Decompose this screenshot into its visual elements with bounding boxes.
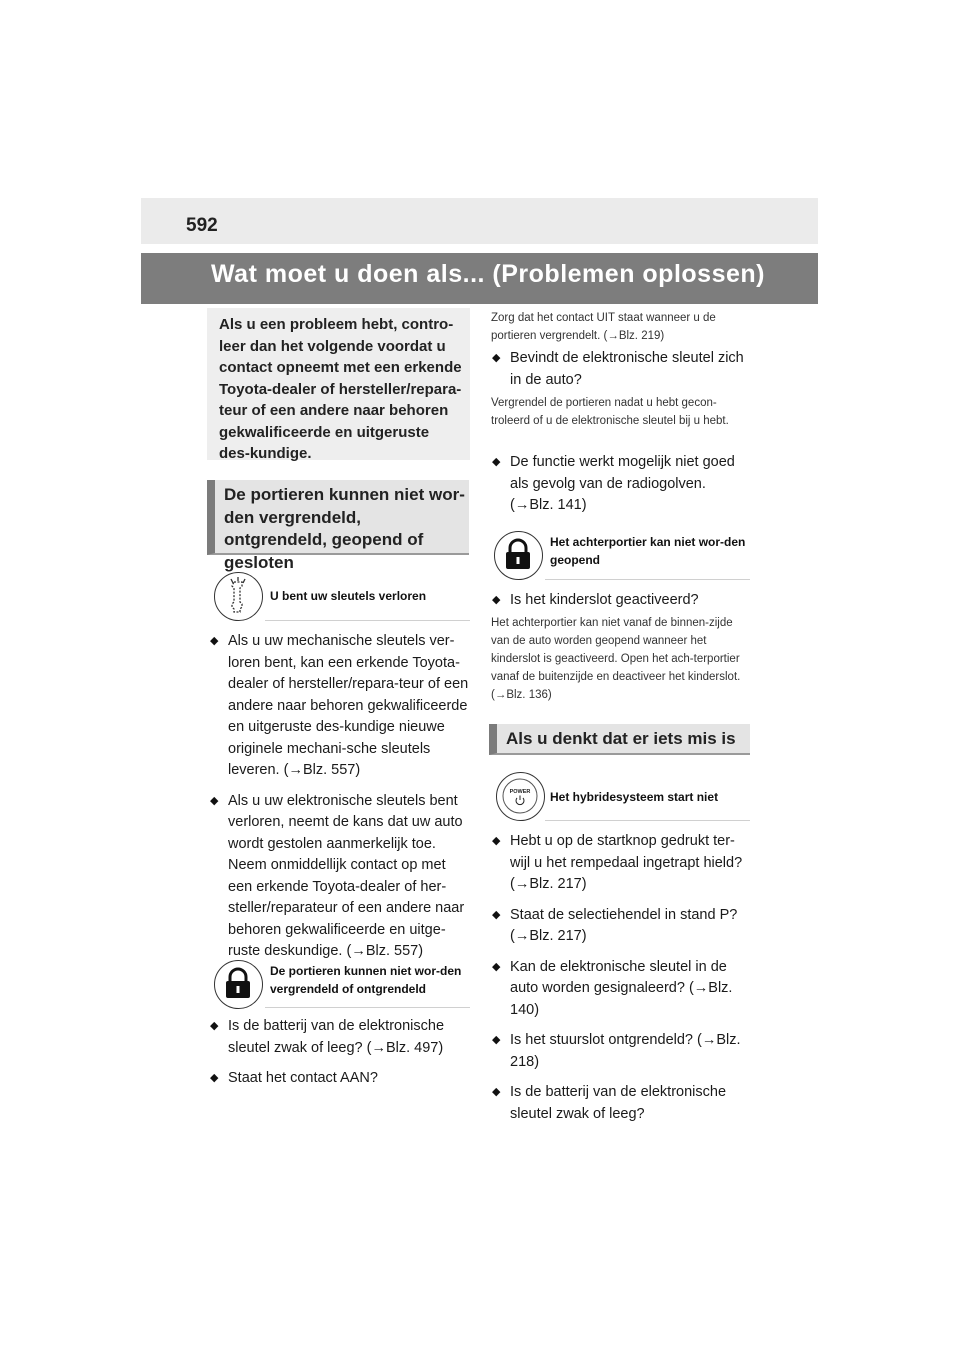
icon-label-lost-keys: U bent uw sleutels verloren	[270, 589, 427, 603]
icon-label-rear-door: Het achterportier kan niet wor-den geopend	[550, 535, 746, 567]
padlock-icon	[494, 531, 543, 580]
key-icon	[214, 572, 263, 621]
bullet-list-lost-keys	[210, 631, 472, 972]
page-number-band	[141, 198, 818, 244]
power-label: POWER	[509, 789, 531, 795]
bullet-list-doors-lock	[210, 1016, 472, 1099]
divider	[545, 820, 750, 821]
divider	[265, 1007, 470, 1008]
list-item: ◆ Als u uw elektronische sleutels bent verloren, neemt de kans dat uw auto wordt gestolen aanmerkelijk toe. Neem onmiddellijk contact op met een erkende Toyota-dealer of her-steller/reparateur of een andere naar behoren gekwalificeerde en uitge-ruste deskundige. (→Blz. 557)	[210, 791, 472, 963]
list-item: ◆ De functie werkt mogelijk niet goed als gevolg van de radiogolven. (→Blz. 141)	[492, 452, 750, 517]
intro-box: Als u een probleem hebt, contro-leer dan het volgende voordat u contact opneemt met een erkende Toyota-dealer of hersteller/repara-teur of een andere naar behoren gekwalificeerde en uitgeruste des-kundige.	[207, 308, 470, 460]
icon-label-hybrid-start: Het hybridesysteem start niet	[550, 790, 719, 804]
padlock-icon	[214, 960, 263, 1009]
list-item: ◆ Staat de selectiehendel in stand P? (→Blz. 217)	[492, 905, 750, 948]
list-item: ◆ Kan de elektronische sleutel in de auto worden gesignaleerd? (→Blz. 140)	[492, 957, 750, 1022]
list-item: ◆ Als u uw mechanische sleutels ver-loren bent, kan een erkende Toyota-dealer of hersteller/repara-teur of een andere naar behoren gekwalificeerde en uitgeruste des-kundige nieuwe originele mechani-sche sleutels leveren. (→Blz. 557)	[210, 631, 472, 782]
list-item: ◆ Hebt u op de startknop gedrukt ter-wijl u het rempedaal ingetrapt hield? (→Blz. 217)	[492, 831, 750, 896]
page-number: 592	[186, 215, 218, 236]
section-heading-doors: De portieren kunnen niet wor-den vergrendeld, ontgrendeld, geopend of gesloten	[207, 480, 469, 555]
list-item: ◆ Staat het contact AAN?	[210, 1068, 472, 1090]
section-heading-something-wrong: Als u denkt dat er iets mis is	[489, 724, 750, 755]
divider	[545, 579, 750, 580]
icon-label-doors-lock: De portieren kunnen niet wor-den vergrendeld of ontgrendeld	[270, 964, 462, 996]
list-item: ◆ Is het stuurslot ontgrendeld? (→Blz. 218)	[492, 1030, 750, 1073]
list-item: ◆ Is de batterij van de elektronische sleutel zwak of leeg?	[492, 1082, 750, 1125]
list-item: ◆ Bevindt de elektronische sleutel zich in de auto?	[492, 348, 750, 391]
note-lock-doors: Vergrendel de portieren nadat u hebt gecon-troleerd of u de elektronische sleutel bij u hebt.	[491, 397, 729, 427]
list-item: ◆ Is de batterij van de elektronische sleutel zwak of leeg? (→Blz. 497)	[210, 1016, 472, 1059]
list-item: ◆ Is het kinderslot geactiveerd?	[492, 590, 750, 612]
note-contact-off: Zorg dat het contact UIT staat wanneer u de portieren vergrendelt. (→Blz. 219)	[491, 312, 716, 342]
bullet-list-radio	[492, 452, 750, 526]
bullet-list-hybrid	[492, 831, 750, 1134]
page-title: Wat moet u doen als... (Problemen oplossen)	[211, 260, 765, 288]
bullet-list-key-inside	[492, 348, 750, 400]
divider	[265, 620, 470, 621]
power-button-icon	[496, 772, 545, 821]
note-child-lock: Het achterportier kan niet vanaf de binnen-zijde van de auto worden geopend wanneer het kinderslot is geactiveerd. Open het ach-terportier vanaf de buitenzijde en deactiveer het kinderslot. (→Blz. 136)	[491, 617, 741, 701]
